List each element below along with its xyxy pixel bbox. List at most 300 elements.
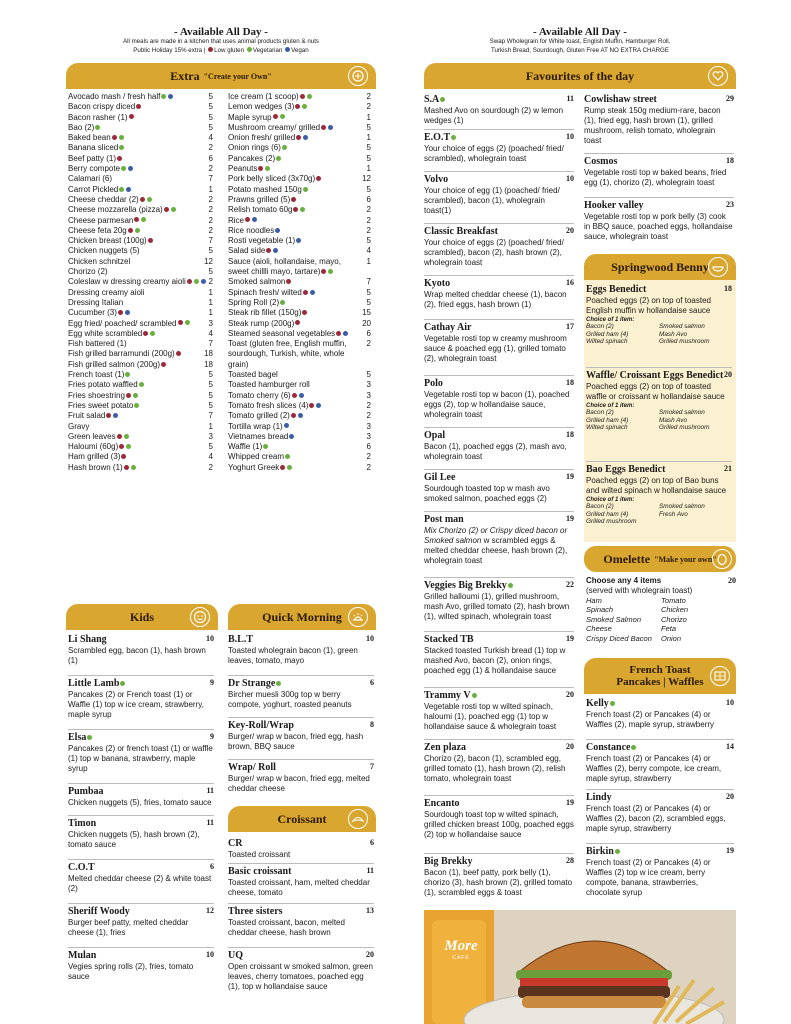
extra-item [68, 226, 213, 236]
low-gluten-dot-icon [258, 166, 263, 171]
extra-item-label: Gravy [68, 421, 90, 431]
menu-item-price: 22 [566, 580, 574, 589]
vegetarian-dot-icon [133, 393, 138, 398]
omelette-title: Omelette [603, 551, 651, 566]
vegan-dot-icon [310, 290, 315, 295]
cafe-logo-text: More [444, 938, 478, 954]
omelette-choose: Choose any 4 items [586, 576, 662, 585]
menu-item-desc: Bircher muesli 300g top w berry compote, yoghurt, roasted peanuts [228, 690, 352, 709]
menu-item-title: Encanto [424, 798, 460, 809]
vegetarian-dot-icon [150, 331, 155, 336]
extra-item-price: 2 [366, 400, 371, 410]
choice-option: Bacon (2) [586, 323, 614, 330]
extra-item [228, 452, 371, 462]
menu-item [586, 742, 734, 784]
menu-item-title: Gil Lee [424, 472, 456, 483]
menu-item-title: Lindy [586, 792, 612, 803]
extra-item-price: 5 [208, 442, 213, 452]
burger-photo [424, 910, 736, 1024]
menu-item-price: 6 [210, 862, 214, 871]
extra-item-price: 1 [366, 112, 371, 122]
menu-item-name [228, 762, 374, 774]
choice-option: Grilled ham (4) [586, 330, 629, 338]
divider-line [68, 783, 214, 784]
extra-item [68, 246, 213, 256]
menu-item-desc: Sourdough toasted top w mash avo smoked salmon, poached eggs (2) [424, 484, 550, 503]
divider-line [68, 903, 214, 904]
vegetarian-dot-icon [147, 197, 152, 202]
menu-item-name [68, 678, 214, 690]
extra-item-label: Berry compote [68, 164, 121, 174]
kids-banner [66, 604, 218, 630]
bowl-icon [708, 257, 728, 277]
extra-item [68, 185, 213, 195]
menu-item-name [586, 742, 734, 754]
low-gluten-dot-icon [134, 217, 139, 222]
divider-line [424, 319, 574, 320]
menu-item-desc: Poached eggs (2) on top of toasted waffle or croissant w hollandaise sauce [586, 382, 725, 401]
menu-item-price: 14 [726, 742, 734, 751]
vegetarian-dot-icon [95, 125, 100, 130]
extra-item-price: 2 [366, 411, 371, 421]
low-gluten-dot-icon [309, 403, 314, 408]
divider-line [584, 153, 734, 154]
extra-item-name [68, 164, 134, 174]
extra-item [68, 216, 213, 226]
extra-item-label: Vietnames bread [228, 431, 289, 441]
choice-option: Grilled mushroom [659, 424, 710, 432]
vegetarian-dot-icon [615, 849, 620, 854]
menu-item-desc: Poached eggs (2) on top of Bao buns and wilted spinach w hollandaise sauce [586, 476, 727, 495]
menu-item-price: 19 [566, 514, 574, 523]
extra-item-name [68, 185, 132, 195]
extra-item-name [68, 123, 101, 133]
extra-item-label: Cheese mozzarella (pizza) [68, 205, 163, 215]
extra-item-name [228, 442, 269, 452]
low-gluten-dot-icon [266, 248, 271, 253]
extra-item [68, 174, 213, 184]
vegetarian-dot-icon [276, 156, 281, 161]
extra-item-price: 2 [208, 277, 213, 287]
extra-item [68, 298, 213, 308]
menu-item-name [424, 378, 574, 390]
quick-morning-title: Quick Morning [262, 609, 342, 624]
extra-item-price: 4 [208, 328, 213, 338]
extra-item-label: Haloumi (60g) [68, 442, 119, 452]
vegetarian-dot-icon [247, 47, 252, 52]
menu-item [68, 818, 214, 850]
menu-item [586, 698, 734, 730]
menu-item [584, 156, 734, 188]
extra-item-price: 1 [366, 256, 371, 266]
menu-item [424, 174, 574, 216]
extra-item [228, 308, 371, 318]
menu-item-price: 10 [206, 950, 214, 959]
springwood-title: Springwood Benny [611, 259, 709, 274]
menu-item-title: Key-Roll/Wrap [228, 720, 294, 731]
extra-item-label: Egg fried/ poached/ scrambled [68, 318, 177, 328]
low-gluten-dot-icon [273, 114, 278, 119]
extra-item [228, 298, 371, 308]
omelette-banner [584, 546, 736, 572]
extra-item [68, 370, 213, 380]
extra-item [228, 102, 371, 112]
extra-item-price: 5 [208, 122, 213, 132]
extra-item-price: 2 [208, 164, 213, 174]
vegetarian-dot-icon [134, 403, 139, 408]
extra-item-label: Bao (2) [68, 122, 95, 132]
vegetarian-dot-icon [121, 166, 126, 171]
menu-item-price: 20 [566, 226, 574, 235]
extra-item-label: Avocado mash / fresh half [68, 92, 161, 101]
menu-item-desc: Chicken nuggets (5), hash brown (2), tomato sauce [68, 830, 200, 849]
choice-label: Choice of 1 item: [586, 497, 635, 503]
divider-line [586, 739, 734, 740]
menu-item-desc: French toast (2) or Pancakes (4) or Waffles (2) top w ice cream, berry compote, banana, strawberries, chocolate syrup [586, 858, 711, 897]
low-gluten-dot-icon [118, 310, 123, 315]
heart-icon [708, 66, 728, 86]
extra-item-name [228, 288, 316, 298]
vegan-dot-icon [289, 434, 294, 439]
extra-item-label: Banana sliced [68, 143, 119, 153]
menu-item-name [228, 906, 374, 918]
croissant-icon [348, 809, 368, 829]
menu-item-price: 10 [726, 698, 734, 707]
menu-item-desc: Burger/ wrap w bacon, fried egg, melted cheddar cheese [228, 774, 370, 793]
extra-item-name [228, 339, 350, 370]
menu-item [584, 200, 734, 242]
omelette-subtitle: "Make your own" [654, 554, 717, 564]
menu-item-title: Classic Breakfast [424, 226, 498, 237]
omelette-option: Tomato [661, 596, 686, 605]
menu-item-title: Elsa [68, 732, 87, 743]
extra-item-label: Steak rump (200g) [228, 318, 295, 328]
menu-item-price: 29 [726, 94, 734, 103]
menu-item [424, 742, 574, 784]
public-holiday-note: Public Holiday 15% extra | [133, 46, 206, 54]
menu-item-title: Mulan [68, 950, 97, 961]
divider-line [228, 903, 374, 904]
omelette-option: Smoked Salmon [586, 614, 642, 624]
menu-item-title: Post man [424, 514, 464, 525]
low-gluten-dot-icon [291, 197, 296, 202]
springwood-banner [584, 254, 736, 280]
vegetarian-dot-icon [161, 94, 166, 99]
extra-item-price: 7 [208, 339, 213, 349]
extra-item [68, 442, 213, 452]
menu-item [424, 472, 574, 504]
vegan-dot-icon [284, 423, 289, 428]
extra-item-price: 7 [208, 174, 213, 184]
menu-item [586, 792, 734, 834]
legend-vegetarian: Vegetarian [252, 46, 283, 54]
extra-item-price: 5 [366, 287, 371, 297]
menu-item-name [424, 634, 574, 646]
extra-item-price: 6 [366, 194, 371, 204]
extra-item-name [228, 195, 297, 205]
extra-item [68, 288, 213, 298]
menu-item-price: 20 [366, 950, 374, 959]
extra-item-label: Hash brown (1) [68, 462, 123, 472]
menu-item-price: 10 [206, 634, 214, 643]
menu-item [68, 678, 214, 720]
extra-item-name [228, 164, 271, 174]
vegan-dot-icon [126, 187, 131, 192]
vegetarian-dot-icon [328, 269, 333, 274]
extra-item-name [228, 205, 306, 215]
extra-item [68, 339, 213, 349]
menu-item-desc: Burger/ wrap w bacon, fried egg, hash brown, BBQ sauce [228, 732, 364, 751]
extra-item [228, 195, 371, 205]
extra-item [228, 442, 371, 452]
menu-item-title: UQ [228, 950, 243, 961]
extra-item-label: Onion fresh/ grilled [228, 133, 296, 143]
low-gluten-dot-icon [291, 413, 296, 418]
extra-item-name [68, 308, 131, 318]
low-gluten-dot-icon [143, 331, 148, 336]
extra-item-label: Whipped cream [228, 452, 285, 462]
vegetarian-dot-icon [508, 583, 513, 588]
divider-line [586, 461, 732, 462]
menu-item [228, 838, 374, 860]
extra-item-name [68, 463, 137, 473]
extra-item-name [228, 422, 290, 432]
left-header-note-1: All meals are made in a kitchen that uses animal products gluten & nuts [122, 38, 320, 45]
extra-item-name [228, 216, 258, 226]
menu-item-desc: Scrambled egg, bacon (1), hash brown (1) [68, 646, 206, 665]
menu-item-desc: Toasted croissant, bacon, melted cheddar cheese, hash brown [228, 918, 345, 937]
menu-item-price: 20 [726, 792, 734, 801]
extra-item-name [68, 401, 140, 411]
extra-item-label: Prawns grilled (5) [228, 194, 291, 204]
extra-item-label: Fish grilled salmon (200g) [68, 359, 161, 369]
extra-item [68, 133, 213, 143]
menu-item [228, 906, 374, 938]
legend-vegan: Vegan [291, 46, 309, 54]
vegetarian-dot-icon [303, 187, 308, 192]
extra-item-label: Pork belly sliced (3x70g) [228, 174, 316, 184]
extra-item-label: Spring Roll (2) [228, 297, 280, 307]
menu-item-price: 20 [566, 742, 574, 751]
vegetarian-dot-icon [125, 372, 130, 377]
menu-item [424, 132, 574, 164]
vegetarian-dot-icon [120, 681, 125, 686]
low-gluten-dot-icon [295, 104, 300, 109]
burger-illustration [424, 910, 736, 1024]
extra-item-name [68, 257, 130, 267]
menu-item-desc: French toast (2) or Pancakes (4) or Waffles (2), maple syrup, strawberry [586, 710, 715, 729]
menu-item-title: Big Brekky [424, 856, 473, 867]
extra-item-label: Fruit salad [68, 411, 106, 421]
extra-item-price: 3 [208, 431, 213, 441]
divider-line [584, 197, 734, 198]
extra-item [228, 154, 371, 164]
divider-line [68, 815, 214, 816]
low-gluten-dot-icon [300, 94, 305, 99]
vegetarian-dot-icon [280, 114, 285, 119]
extra-item [68, 113, 213, 123]
low-gluten-dot-icon [245, 217, 250, 222]
extra-item [68, 92, 213, 102]
low-gluten-dot-icon [128, 228, 133, 233]
extra-item-name [68, 380, 145, 390]
menu-item-name [586, 846, 734, 858]
extra-item [228, 257, 371, 278]
divider-line [228, 947, 374, 948]
menu-item-title: Bao Eggs Benedict [586, 464, 666, 475]
low-gluten-dot-icon [316, 176, 321, 181]
divider-line [424, 577, 574, 578]
extra-item-price: 2 [208, 462, 213, 472]
omelette-option: Spinach [586, 605, 614, 615]
extra-item-name [228, 308, 308, 318]
choice-option: Smoked salmon [659, 323, 705, 330]
croissant-title: Croissant [277, 811, 327, 826]
extra-item-name [228, 143, 288, 153]
menu-item-price: 8 [370, 720, 374, 729]
menu-item-price: 10 [566, 174, 574, 183]
menu-item-desc: Stacked toasted Turkish bread (1) top w mashed Avo, bacon (2), onion rings, poached egg (1) & hollandaise sauce [424, 646, 566, 675]
menu-item [228, 950, 374, 992]
extra-item-price: 15 [362, 308, 371, 318]
extra-item-price: 1 [208, 421, 213, 431]
menu-item-title: Cathay Air [424, 322, 472, 333]
extra-item [68, 432, 213, 442]
divider-line [424, 223, 574, 224]
menu-item-price: 18 [566, 378, 574, 387]
extra-item [68, 102, 213, 112]
menu-item-name [424, 132, 574, 144]
low-gluten-dot-icon [136, 104, 141, 109]
omelette-option: Onion [661, 633, 682, 643]
extra-item-label: Egg white scrambled [68, 328, 143, 338]
menu-item-name [68, 634, 214, 646]
vegan-dot-icon [201, 279, 206, 284]
croissant-banner [228, 806, 376, 832]
menu-item-title: Timon [68, 818, 97, 829]
choice-label: Choice of 1 item: [586, 403, 635, 409]
low-gluten-dot-icon [321, 125, 326, 130]
menu-item-desc: Vegetable rosti top w baked beans, fried egg (1), chorizo (2), wholegrain toast [584, 168, 727, 187]
choice-option: Wilted spinach [586, 424, 628, 432]
vegetarian-dot-icon [126, 444, 131, 449]
extra-item-price: 3 [366, 431, 371, 441]
choice-option: Mash Avo [659, 330, 688, 338]
menu-item-name [586, 792, 734, 804]
vegetarian-dot-icon [141, 217, 146, 222]
menu-item [424, 690, 574, 732]
low-gluten-dot-icon [187, 279, 192, 284]
divider-line [424, 469, 574, 470]
menu-item-desc: Rump steak 150g medium-rare, bacon (1), fried egg, hash brown (1), grilled mushroom, relish tomato, wholegrain toast [584, 106, 721, 145]
menu-item-name [586, 698, 734, 710]
sunrise-icon [348, 607, 368, 627]
divider-line [424, 687, 574, 688]
extra-item-label: Cucumber (3) [68, 308, 117, 318]
extra-item-name [228, 452, 291, 462]
menu-item-price: 19 [566, 634, 574, 643]
extra-item [228, 123, 371, 133]
vegetarian-dot-icon [451, 135, 456, 140]
low-gluten-dot-icon [148, 238, 153, 243]
divider-line [228, 717, 374, 718]
extra-item [68, 205, 213, 215]
french-toast-title-1: French Toast [629, 664, 691, 676]
vegetarian-dot-icon [472, 693, 477, 698]
extra-item-label: Sauce (aioli, hollandaise, mayo, sweet chillli mayo, tartare) [228, 256, 341, 277]
extra-item-label: Carrot Pickled [68, 184, 119, 194]
extra-item-label: Cheese parmesan [68, 215, 134, 225]
extra-item-label: Ice cream (1 scoop) [228, 92, 299, 101]
extra-item-label: Cheese cheddar (2) [68, 194, 139, 204]
extra-item-price: 7 [208, 236, 213, 246]
kid-face-icon [190, 607, 210, 627]
extra-item-label: Waffle (1) [228, 442, 263, 452]
extra-item-price: 4 [366, 246, 371, 256]
extra-item-name [228, 246, 279, 256]
extra-item-price: 2 [208, 194, 213, 204]
menu-item [586, 284, 732, 346]
vegetarian-dot-icon [139, 382, 144, 387]
menu-item-title: Little Lamb [68, 678, 120, 689]
menu-item [68, 862, 214, 894]
extra-item-name [228, 463, 293, 473]
extra-item-label: Calamari (6) [68, 174, 113, 184]
extra-item-name [228, 226, 281, 236]
low-gluten-dot-icon [302, 310, 307, 315]
extra-item-price: 5 [208, 246, 213, 256]
menu-item-price: 23 [726, 200, 734, 209]
menu-item-name [586, 284, 732, 296]
menu-item-desc: Poached eggs (2) on top of toasted English muffin w hollandaise sauce [586, 296, 711, 315]
extra-item-label: Chicken nuggets (5) [68, 246, 140, 256]
menu-item [586, 370, 732, 432]
extra-item-name [68, 113, 135, 123]
menu-item-price: 10 [366, 634, 374, 643]
menu-item-price: 19 [566, 472, 574, 481]
low-gluten-dot-icon [295, 320, 300, 325]
extra-item-name [228, 257, 350, 278]
omelette-item [586, 576, 736, 643]
extra-item-label: Salad side [228, 246, 266, 256]
extra-item-name [68, 92, 174, 102]
menu-item-name [424, 472, 574, 484]
extra-item-price: 6 [208, 153, 213, 163]
choice-option: Grilled ham (4) [586, 510, 629, 518]
menu-item-price: 13 [366, 906, 374, 915]
vegetarian-dot-icon [282, 145, 287, 150]
menu-item [228, 678, 374, 710]
divider-line [68, 859, 214, 860]
low-gluten-dot-icon [336, 331, 341, 336]
low-gluten-dot-icon [280, 465, 285, 470]
menu-item-price: 6 [370, 678, 374, 687]
choice-option: Smoked salmon [659, 409, 705, 416]
legend-low-gluten: Low gluten [214, 46, 245, 54]
extra-item-price: 5 [208, 92, 213, 101]
extra-item [68, 267, 213, 277]
menu-item-desc: French toast (2) or Pancakes (4) or Waffles (2), bacon (2), scrambled eggs, maple syrup, strawberry [586, 804, 726, 833]
menu-item-title: Three sisters [228, 906, 283, 917]
extra-item-price: 5 [366, 122, 371, 132]
menu-item-desc: Toasted croissant, ham, melted cheddar cheese, tomato [228, 878, 370, 897]
extra-item-label: Smoked salmon [228, 277, 286, 287]
extra-item-price: 12 [204, 256, 213, 266]
extra-item-name [68, 174, 112, 184]
extra-item [68, 329, 213, 339]
divider-line [228, 759, 374, 760]
menu-item [424, 856, 574, 898]
